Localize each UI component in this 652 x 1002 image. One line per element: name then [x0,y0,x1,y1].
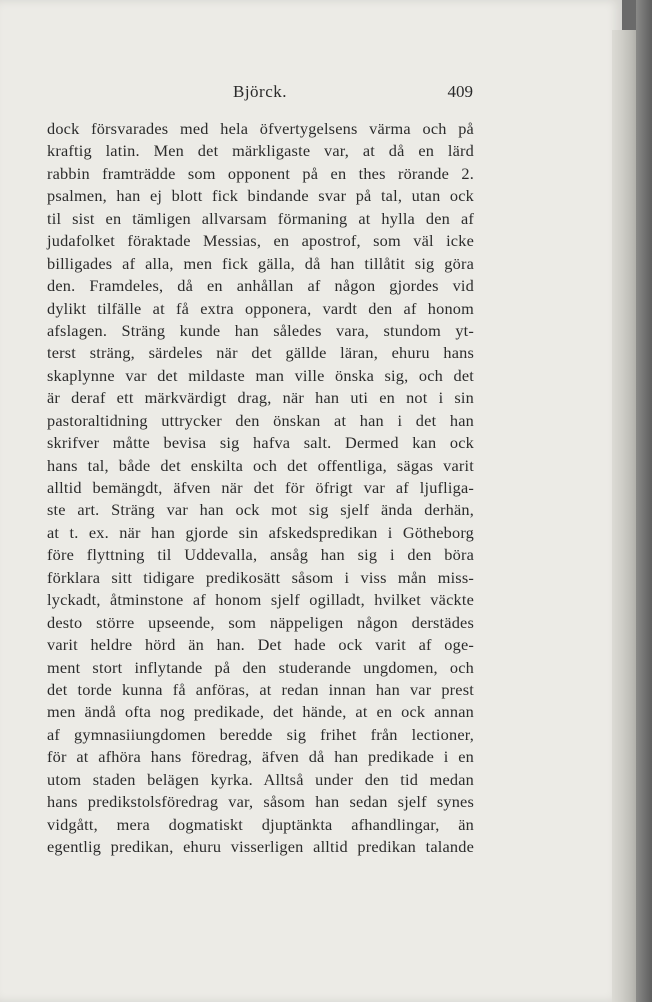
running-head: Björck. [233,82,288,101]
text-line: ment stort inflytande på den studerande ungdomen, och [47,657,474,677]
text-line: af gymnasiiungdomen beredde sig frihet från lectioner, [47,724,474,744]
text-line: billigades af alla, men fick gälla, då han tillåtit sig göra [47,253,474,273]
text-line: rabbin framträdde som opponent på en thes rörande 2. [47,163,474,183]
text-line: alltid bemängdt, äfven när det för öfrigt var af ljufliga- [47,478,474,497]
text-line: afslagen. Sträng kunde han således vara, stundom yt- [47,320,474,340]
text-line: kraftig latin. Men det märkligaste var, at då en lärd [47,141,474,161]
body-text [47,118,474,858]
page-number: 409 [447,82,473,101]
text-line: terst sträng, särdeles när det gällde läran, ehuru hans [47,343,474,363]
text-line: före flyttning til Uddevalla, ansåg han sig i den böra [47,545,474,565]
text-line: ste art. Sträng var han ock mot sig sjelf ända derhän, [47,500,474,520]
text-line: til sist en tämligen allvarsam förmaning at hylla den af [47,208,474,228]
text-line: för at afhöra hans föredrag, äfven då han predikade i en [47,747,474,767]
text-line: hans predikstolsföredrag var, såsom han sedan sjelf synes [47,792,474,812]
text-line: är deraf ett märkvärdigt drag, när han uti en not i sin [47,388,474,408]
book-spine-shadow [636,0,652,1002]
text-line: dock försvarades med hela öfvertygelsens värma och på [47,119,474,138]
text-line: dylikt tilfälle at få extra opponera, vardt den af honom [47,298,474,318]
text-line: lyckadt, åtminstone af honom sjelf ogilladt, hvilket väckte [47,590,474,610]
text-line: at t. ex. när han gjorde sin afskedspredikan i Götheborg [47,522,474,542]
text-line: psalmen, han ej blott fick bindande svar på tal, utan ock [47,186,474,206]
text-line: egentlig predikan, ehuru visserligen alltid predikan talande [47,837,474,856]
text-line: men ändå ofta nog predikade, det hände, at en ock annan [47,702,474,722]
text-line: vidgått, mera dogmatiskt djuptänkta afhandlingar, än [47,814,474,834]
text-line: judafolket föraktade Messias, en apostrof, som väl icke [47,231,474,251]
text-line: varit heldre hörd än han. Det hade ock varit af oge- [47,635,474,655]
text-line: desto större upseende, som näppeligen någon derstädes [47,612,474,632]
text-line: det torde kunna få anföras, at redan innan han var prest [47,679,474,699]
text-line: pastoraltidning uttrycker den önskan at han i det han [47,410,474,430]
text-line: den. Framdeles, då en anhållan af någon gjordes vid [47,276,474,296]
text-line: utom staden belägen kyrka. Alltså under den tid medan [47,769,474,789]
text-line: skaplynne var det mildaste man ville önska sig, och det [47,365,474,385]
text-line: förklara sitt tidigare predikosätt såsom i viss mån miss- [47,567,474,587]
text-line: skrifver måtte bevisa sig hafva salt. Dermed kan ock [47,433,474,453]
page-header [48,80,473,104]
text-line: hans tal, både det enskilta och det offentliga, sägas varit [47,455,474,475]
